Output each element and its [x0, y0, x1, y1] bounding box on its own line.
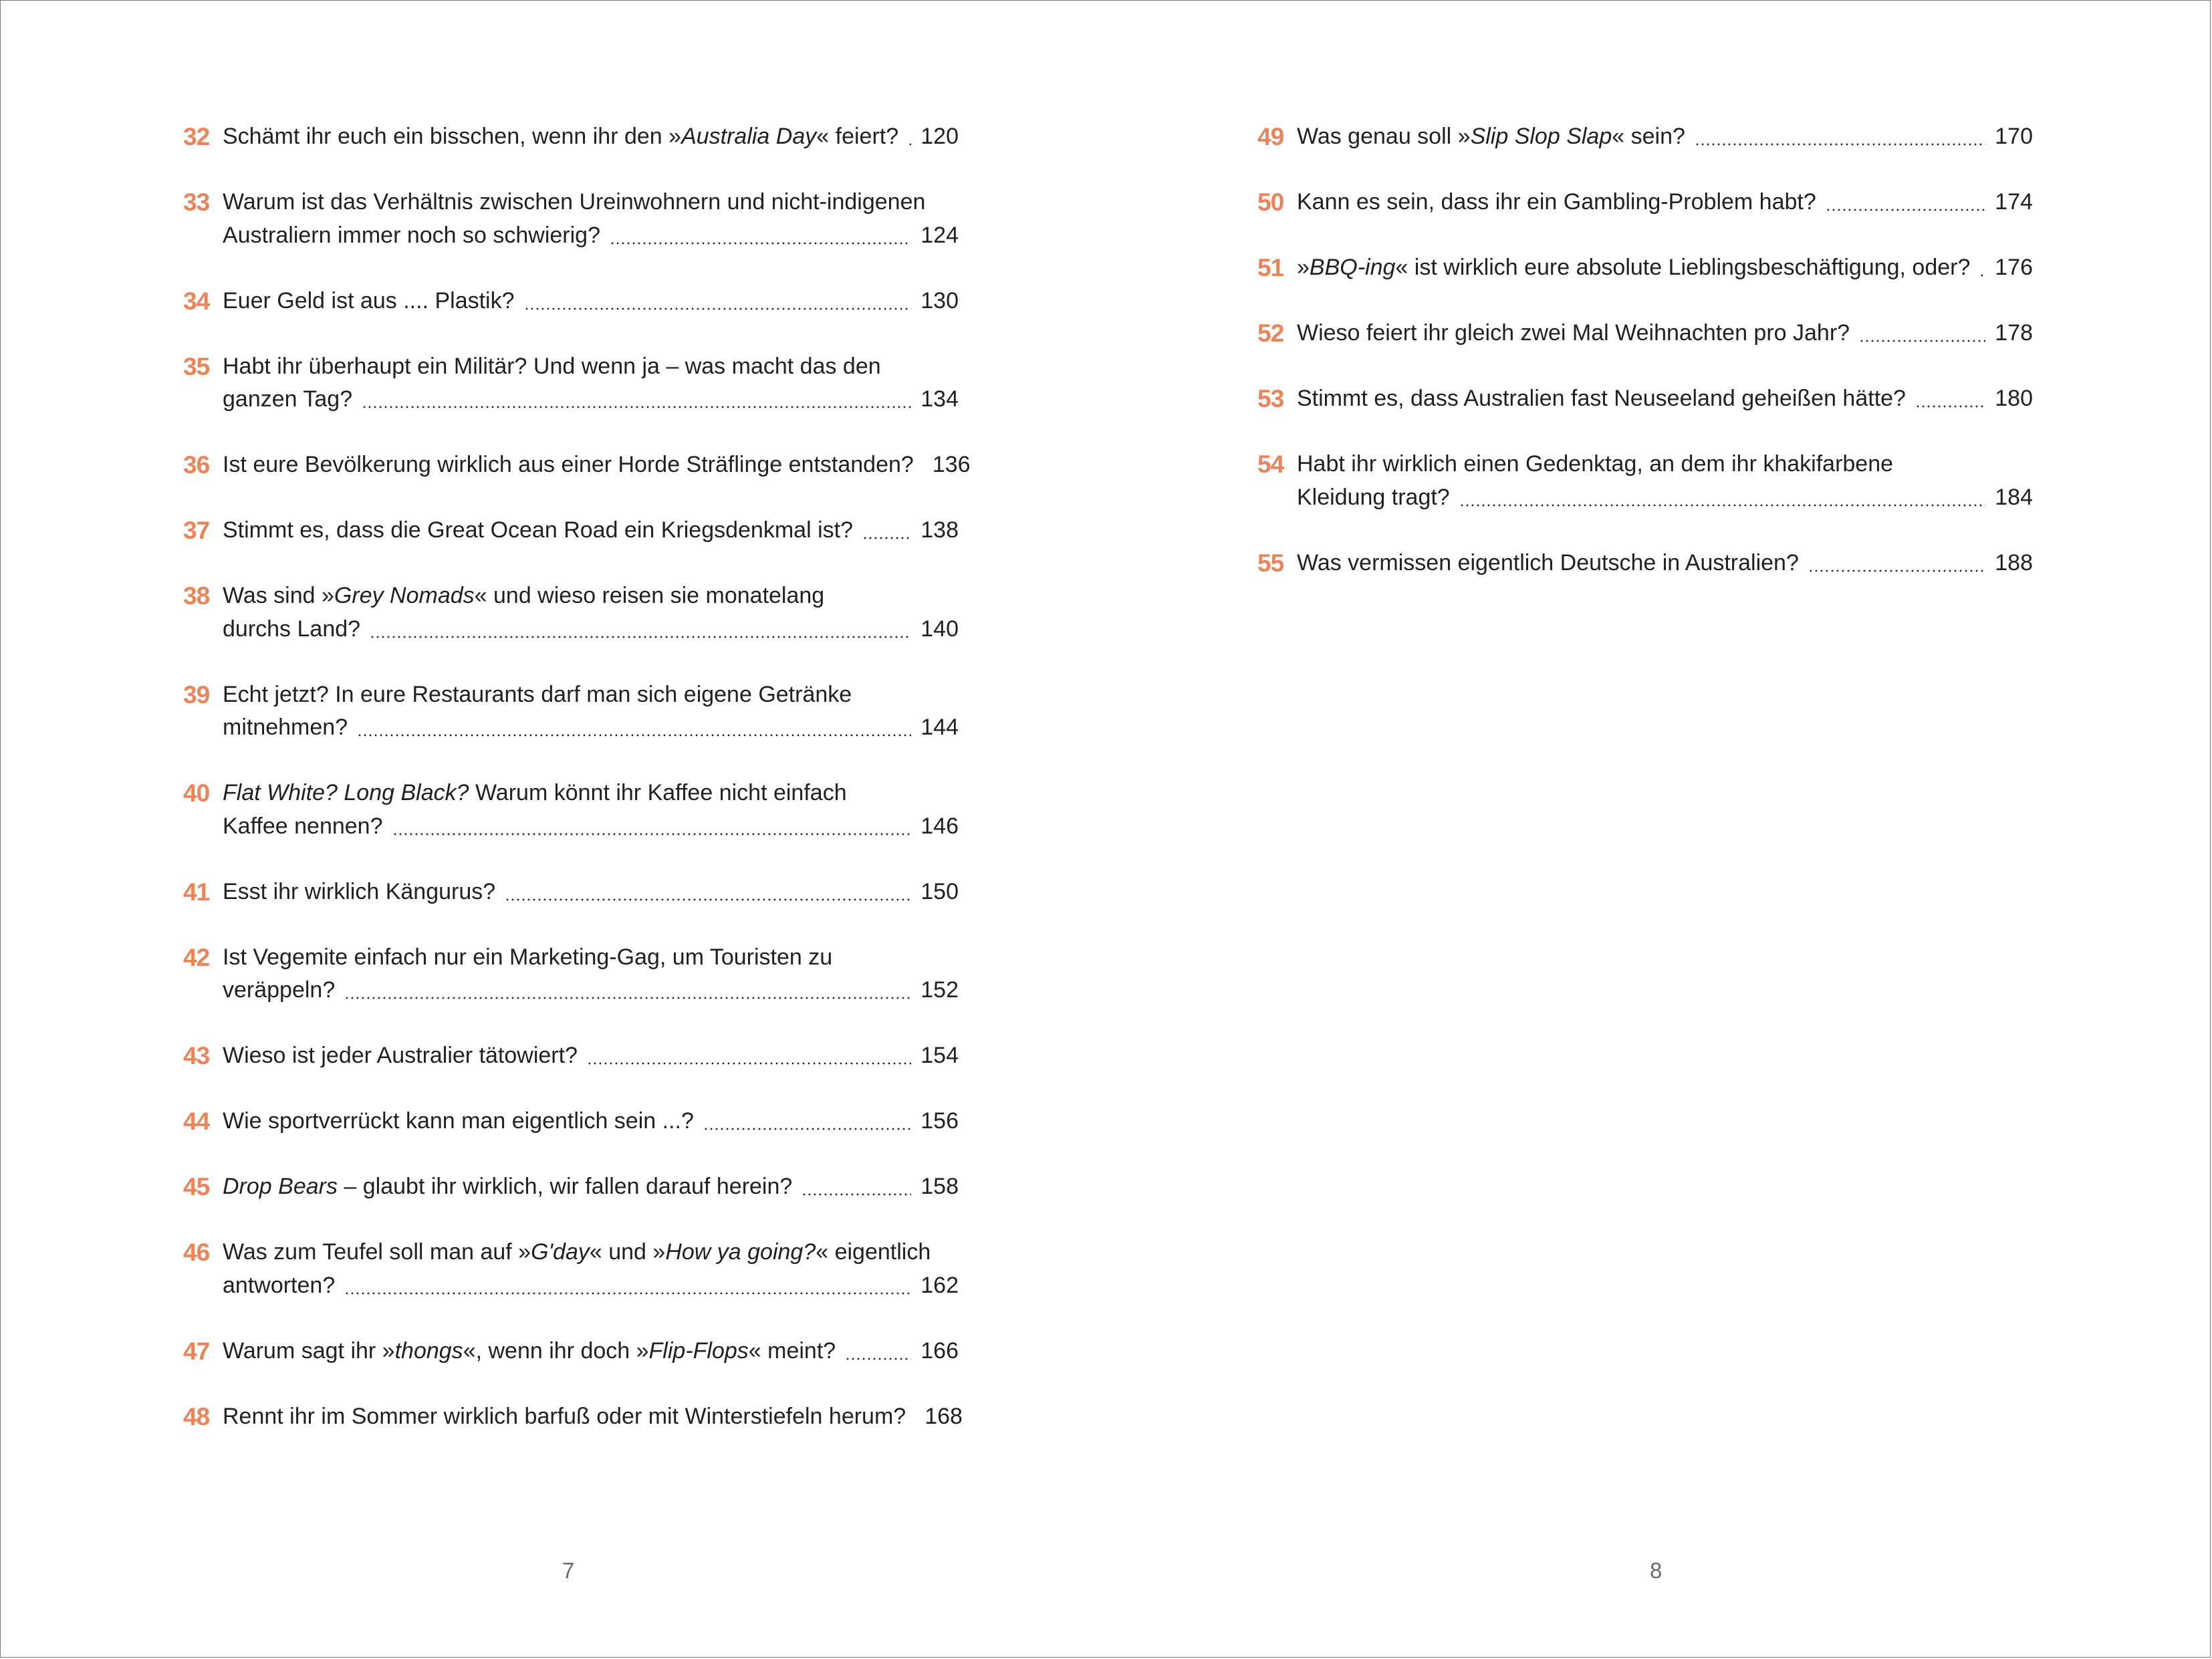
page-reference: 188	[1995, 549, 2033, 576]
toc-entry-49[interactable]	[1257, 120, 2033, 154]
entry-title-line-2: Kaffee nennen?	[223, 813, 383, 839]
entry-title-line-1: Was sind »Grey Nomads« und wieso reisen sie monatelang	[223, 583, 825, 608]
entry-title-line-2: mitnehmen?	[223, 715, 348, 740]
entry-number: 34	[183, 287, 210, 315]
toc-entry-52[interactable]	[1257, 317, 2033, 350]
toc-entry-38[interactable]	[183, 580, 959, 646]
dot-leader	[587, 1043, 911, 1066]
entry-number: 42	[183, 943, 210, 971]
entry-number: 45	[183, 1173, 210, 1200]
toc-entry-48[interactable]	[183, 1400, 963, 1434]
dot-leader	[392, 814, 912, 837]
toc-entry-40[interactable]	[183, 777, 959, 843]
entry-number: 32	[183, 123, 210, 150]
toc-entry-39[interactable]	[183, 678, 959, 745]
entry-title-line-2: Kleidung tragt?	[1297, 484, 1450, 510]
page-reference: 168	[925, 1403, 963, 1429]
dot-leader	[524, 289, 912, 311]
entry-title: Wie sportverrückt kann man eigentlich sein ...?	[223, 1108, 694, 1134]
dot-leader	[357, 715, 911, 738]
page-reference: 174	[1995, 189, 2033, 215]
dot-leader	[1859, 321, 1985, 344]
dot-leader	[362, 387, 911, 410]
entry-title-line-1: Was zum Teufel soll man auf »G'day« und »How ya going?« eigentlich	[223, 1239, 931, 1265]
entry-title: Euer Geld ist aus .... Plastik?	[223, 287, 515, 313]
toc-entry-35[interactable]	[183, 350, 959, 416]
page-reference: 170	[1995, 124, 2033, 149]
entry-title-line-1: Flat White? Long Black? Warum könnt ihr Kaffee nicht einfach	[223, 780, 847, 805]
page-reference: 140	[920, 616, 959, 642]
entry-number: 46	[183, 1239, 210, 1266]
entry-title: Warum sagt ihr »thongs«, wenn ihr doch »Flip-Flops« meint?	[223, 1337, 836, 1364]
entry-title: Ist eure Bevölkerung wirklich aus einer Horde Sträflinge entstanden?	[223, 452, 914, 477]
toc-entry-54[interactable]	[1257, 448, 2033, 514]
dot-leader	[505, 880, 911, 902]
entry-number: 53	[1257, 385, 1284, 412]
entry-title-line-1: Echt jetzt? In eure Restaurants darf man sich eigene Getränke	[223, 681, 852, 707]
toc-entry-41[interactable]	[183, 876, 959, 909]
entry-number: 49	[1257, 123, 1284, 150]
dot-leader	[862, 518, 911, 541]
toc-entry-50[interactable]	[1257, 186, 2033, 219]
toc-entry-53[interactable]	[1257, 382, 2033, 416]
right-page	[1106, 1, 2212, 1658]
entry-title: Stimmt es, dass Australien fast Neuseeland geheißen hätte?	[1297, 386, 1906, 411]
entry-number: 48	[183, 1402, 210, 1430]
toc-entry-47[interactable]	[183, 1335, 959, 1368]
toc-entry-36[interactable]	[183, 449, 971, 482]
dot-leader	[1826, 190, 1986, 213]
toc-entry-43[interactable]	[183, 1039, 959, 1073]
entry-number: 51	[1257, 254, 1284, 281]
entry-number: 54	[1257, 451, 1284, 478]
entry-number: 35	[183, 352, 210, 380]
page-reference: 152	[920, 977, 959, 1003]
entry-number: 50	[1257, 188, 1284, 216]
entry-title-line-1: Warum ist das Verhältnis zwischen Ureinwohnern und nicht-indigenen	[223, 189, 926, 215]
entry-title: Kann es sein, dass ihr ein Gambling-Problem habt?	[1297, 189, 1816, 215]
toc-entry-34[interactable]	[183, 285, 959, 318]
dot-leader	[845, 1339, 911, 1362]
toc-entry-51[interactable]	[1257, 251, 2033, 285]
entry-number: 43	[183, 1042, 210, 1069]
dot-leader	[370, 617, 911, 640]
toc-entry-32[interactable]	[183, 120, 959, 154]
page-reference: 154	[920, 1043, 959, 1068]
toc-entry-45[interactable]	[183, 1170, 959, 1204]
page-reference: 130	[920, 287, 959, 313]
dot-leader	[610, 223, 911, 246]
entry-title-line-1: Ist Vegemite einfach nur ein Marketing-Gag, um Touristen zu	[223, 944, 833, 970]
entry-title-line-2: veräppeln?	[223, 977, 336, 1003]
page-reference: 184	[1995, 484, 2033, 510]
dot-leader	[1979, 255, 1985, 278]
dot-leader	[344, 978, 911, 1001]
entry-number: 47	[183, 1337, 210, 1365]
page-reference: 134	[920, 386, 959, 412]
dot-leader	[344, 1273, 911, 1296]
entry-title: Esst ihr wirklich Kängurus?	[223, 878, 496, 904]
entry-title: Drop Bears – glaubt ihr wirklich, wir fallen darauf herein?	[223, 1174, 793, 1199]
page-reference: 124	[920, 222, 959, 248]
entry-title: Stimmt es, dass die Great Ocean Road ein Kriegsdenkmal ist?	[223, 517, 853, 543]
page-reference: 162	[920, 1272, 959, 1298]
entry-title-line-2: antworten?	[223, 1272, 336, 1298]
page-reference: 120	[920, 124, 959, 149]
entry-title: Wieso ist jeder Australier tätowiert?	[223, 1043, 578, 1068]
page-reference: 138	[920, 517, 959, 543]
entry-title: Was vermissen eigentlich Deutsche in Australien?	[1297, 549, 1799, 576]
entry-title-line-1: Habt ihr überhaupt ein Militär? Und wenn ja – was macht das den	[223, 353, 881, 379]
page-reference: 150	[920, 878, 959, 904]
entry-title: Was genau soll »Slip Slop Slap« sein?	[1297, 124, 1685, 149]
entry-number: 52	[1257, 320, 1284, 347]
toc-entry-46[interactable]	[183, 1236, 959, 1302]
dot-leader	[1808, 551, 1985, 573]
entry-title-line-2: ganzen Tag?	[223, 386, 353, 412]
page-number: 8	[1650, 1558, 1663, 1583]
dot-leader	[1459, 485, 1986, 508]
dot-leader	[1915, 386, 1985, 409]
entry-number: 44	[183, 1108, 210, 1135]
dot-leader	[703, 1109, 911, 1132]
table-of-contents-left	[183, 120, 971, 1466]
dot-leader	[802, 1174, 911, 1197]
page-reference: 144	[920, 715, 959, 740]
toc-entry-44[interactable]	[183, 1105, 959, 1138]
entry-number: 41	[183, 878, 210, 906]
entry-title: Schämt ihr euch ein bisschen, wenn ihr den »Australia Day« feiert?	[223, 124, 899, 149]
entry-number: 37	[183, 517, 210, 544]
page-reference: 158	[920, 1174, 959, 1199]
entry-title-line-2: durchs Land?	[223, 616, 361, 642]
dot-leader	[908, 124, 911, 147]
toc-entry-55[interactable]	[1257, 547, 2033, 580]
table-of-contents-right	[1257, 120, 2033, 612]
page-reference: 156	[920, 1108, 959, 1134]
entry-number: 55	[1257, 549, 1284, 577]
left-page	[1, 1, 1106, 1658]
entry-number: 33	[183, 188, 210, 216]
page-number: 7	[562, 1558, 575, 1583]
page-reference: 136	[932, 452, 971, 477]
page-reference: 166	[920, 1337, 959, 1364]
entry-number: 39	[183, 680, 210, 709]
entry-title: Rennt ihr im Sommer wirklich barfuß oder mit Winterstiefeln herum?	[223, 1403, 906, 1429]
entry-number: 40	[183, 779, 210, 807]
entry-number: 38	[183, 582, 210, 610]
toc-entry-37[interactable]	[183, 514, 959, 547]
page-reference: 178	[1995, 320, 2033, 346]
entry-title: »BBQ-ing« ist wirklich eure absolute Lieblingsbeschäftigung, oder?	[1297, 255, 1971, 280]
page-reference: 176	[1995, 255, 2033, 280]
page-reference: 180	[1995, 386, 2033, 411]
entry-title-line-1: Habt ihr wirklich einen Gedenktag, an dem ihr khakifarbene	[1297, 451, 1894, 477]
dot-leader	[1695, 124, 1985, 147]
entry-title: Wieso feiert ihr gleich zwei Mal Weihnachten pro Jahr?	[1297, 320, 1850, 346]
entry-number: 36	[183, 451, 210, 479]
page-reference: 146	[920, 813, 959, 839]
entry-title-line-2: Australiern immer noch so schwierig?	[223, 222, 600, 248]
toc-entry-42[interactable]	[183, 941, 959, 1007]
toc-entry-33[interactable]	[183, 186, 959, 252]
